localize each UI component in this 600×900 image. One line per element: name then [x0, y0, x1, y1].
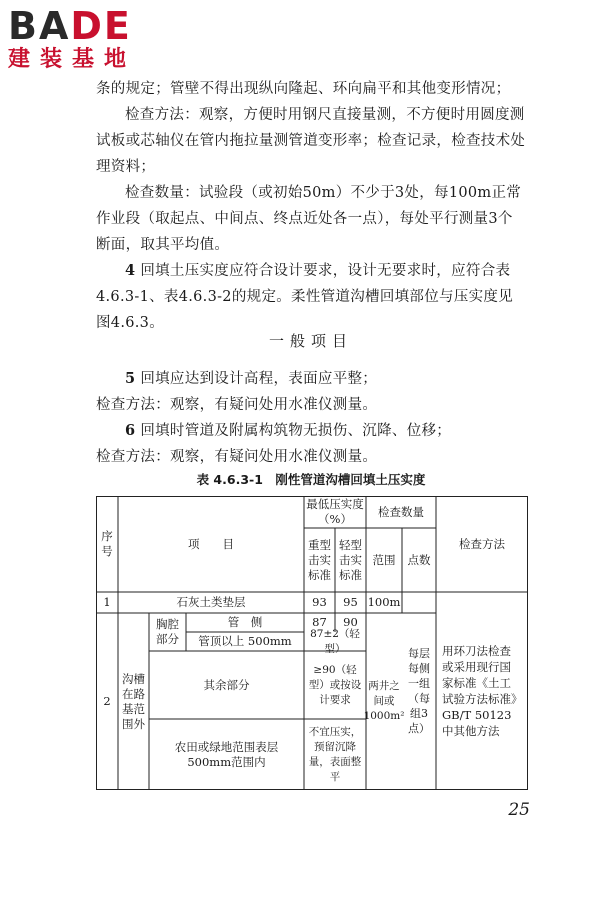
paragraph-4 [96, 258, 526, 336]
row1-range: 100m [367, 595, 401, 609]
paragraph-2: 检查方法：观察，方便时用钢尺直接量测，不方便时用圆度测试板或芯轴仪在管内拖拉量测管道变形率；检查记录，检查技术处理资料； [96, 107, 526, 175]
paragraph-6 [96, 418, 526, 444]
page-number: 25 [508, 800, 530, 820]
row2-farm: 农田或绿地范围表层500mm范围内 [174, 739, 279, 769]
clause-number-5: 5 [125, 370, 136, 387]
header-light: 轻型击实标准 [339, 537, 362, 582]
row2-seq: 2 [103, 694, 111, 708]
row2-range: 两井之间或1000m² [363, 680, 405, 722]
logo-brand-a: BA [8, 4, 71, 48]
row1-seq: 1 [103, 595, 111, 609]
header-heavy: 重型击实标准 [308, 537, 331, 582]
row1-heavy: 93 [312, 595, 327, 609]
row2-side-light: 90 [343, 615, 358, 629]
header-seq: 序号 [101, 529, 113, 558]
paragraph-3: 检查数量：试验段（或初始50m）不少于3处，每100m正常作业段（取起点、中间点、终点近处各一点），每处平行测量3个断面，取其平均值。 [96, 185, 522, 253]
row2-rest-value: ≥90（轻型）或按设计要求 [308, 663, 362, 706]
clause-number-6: 6 [125, 422, 136, 439]
check-method: 用环刀法检查或采用现行国家标准《土工试验方法标准》GB/T 50123中其他方法 [442, 644, 517, 738]
paragraphs-bottom [96, 366, 526, 470]
section-heading: 一般项目 [268, 332, 353, 350]
row2-cavity: 胸腔部分 [156, 617, 179, 646]
logo-wordmark [8, 6, 178, 46]
compaction-table [96, 496, 528, 790]
header-method: 检查方法 [459, 536, 505, 551]
row2-points: 每层每侧一组（每组3点） [408, 647, 430, 735]
clause-6-method: 检查方法：观察，有疑问处用水准仪测量。 [96, 449, 378, 465]
header-min-compaction: 最低压实度（%） [306, 497, 364, 526]
row1-light: 95 [343, 595, 358, 609]
row2-rest: 其余部分 [203, 677, 250, 692]
row2-side-heavy: 87 [312, 615, 327, 629]
logo-brand-b: DE [70, 4, 132, 48]
paragraph-5 [96, 366, 526, 392]
paragraph-1: 条的规定；管壁不得出现纵向隆起、环向扁平和其他变形情况； [96, 81, 511, 97]
row2-top: 管顶以上 500mm [198, 634, 292, 648]
row2-side: 管 侧 [227, 615, 263, 629]
header-item: 项 目 [188, 536, 234, 551]
table-caption: 表 4.6.3-1 刚性管道沟槽回填土压实度 [196, 472, 426, 487]
publisher-logo [8, 6, 178, 74]
clause-5-method: 检查方法：观察，有疑问处用水准仪测量。 [96, 397, 378, 413]
clause-5-text: 回填应达到设计高程，表面应平整； [140, 371, 378, 387]
clause-4-text: 回填土压实度应符合设计要求，设计无要求时，应符合表4.6.3-1、表4.6.3-2的规定。柔性管道沟槽回填部位与压实度见图4.6.3。 [96, 263, 514, 331]
clause-6-text: 回填时管道及附属构筑物无损伤、沉降、位移； [140, 423, 452, 439]
header-points: 点数 [407, 552, 431, 567]
logo-subtitle: 建装基地 [8, 47, 137, 72]
clause-number-4: 4 [125, 262, 136, 279]
row2-top-value: 87±2（轻型） [310, 627, 360, 655]
paragraphs-top [96, 76, 526, 336]
row1-item: 石灰土类垫层 [176, 595, 246, 609]
header-range: 范围 [372, 552, 396, 567]
row2-group: 沟槽在路基范围外 [122, 671, 145, 731]
row2-farm-value: 不宜压实，预留沉降量，表面整平 [308, 725, 362, 783]
header-check-qty: 检查数量 [378, 504, 424, 519]
